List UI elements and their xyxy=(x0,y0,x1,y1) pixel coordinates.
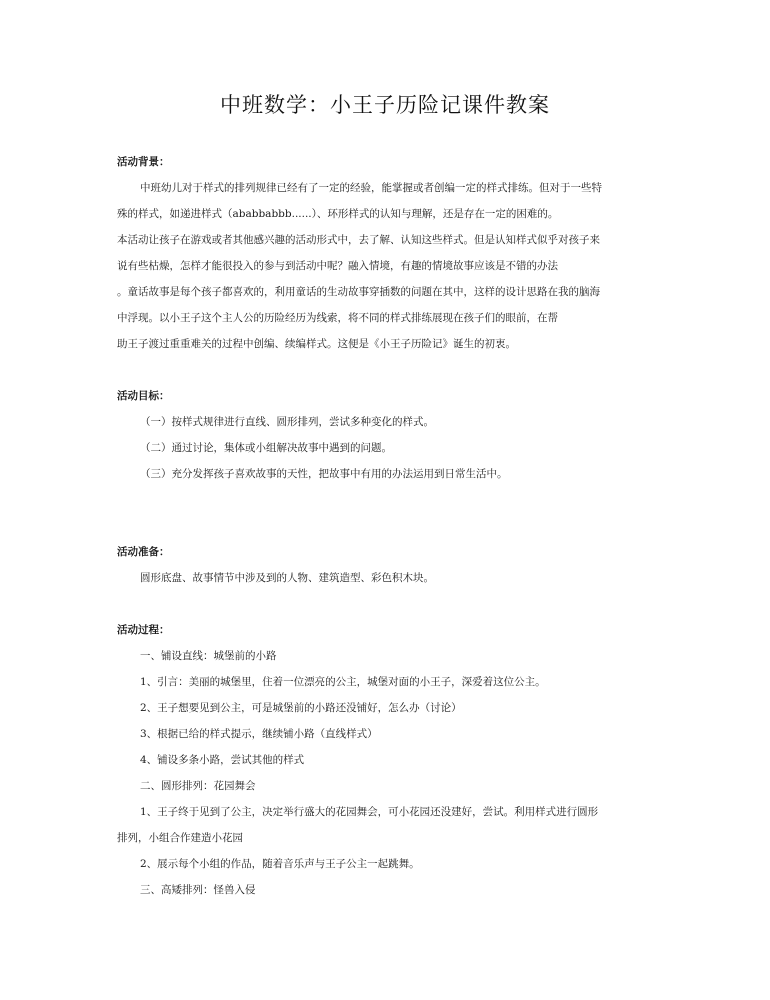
process-line-2: 1、引言：美丽的城堡里，住着一位漂亮的公主，城堡对面的小王子，深爱着这位公主。 xyxy=(140,676,546,688)
process-line-3: 2、王子想要见到公主，可是城堡前的小路还没铺好，怎么办（讨论） xyxy=(140,702,462,714)
process-line-5: 4、铺设多条小路，尝试其他的样式 xyxy=(140,754,305,766)
process-line-6: 二、圆形排列：花园舞会 xyxy=(140,780,256,792)
process-line-10: 三、高矮排列：怪兽入侵 xyxy=(140,884,256,896)
background-heading: 活动背景： xyxy=(117,156,170,168)
goals-line-1: （一）按样式规律进行直线、圆形排列，尝试多种变化的样式。 xyxy=(140,416,434,428)
background-line-3: 本活动让孩子在游戏或者其他感兴趣的活动形式中，去了解、认知这些样式。但是认知样式似乎对孩子来 xyxy=(117,234,600,246)
background-line-5: 。童话故事是每个孩子都喜欢的，利用童话的生动故事穿插数的问题在其中，这样的设计思路在我的脑海 xyxy=(117,286,600,298)
background-line-1: 中班幼儿对于样式的排列规律已经有了一定的经验，能掌握或者创编一定的样式排练。但对于一些特 xyxy=(140,182,602,194)
preparation-line-1: 圆形底盘、故事情节中涉及到的人物、建筑造型、彩色积木块。 xyxy=(140,572,434,584)
goals-line-2: （二）通过讨论，集体或小组解决故事中遇到的问题。 xyxy=(140,442,392,454)
background-line-4: 说有些枯燥，怎样才能很投入的参与到活动中呢？融入情境，有趣的情境故事应该是不错的办法 xyxy=(117,260,558,272)
process-heading: 活动过程： xyxy=(117,624,170,636)
process-line-4: 3、根据已给的样式提示，继续铺小路（直线样式） xyxy=(140,728,378,740)
background-line-6: 中浮现。以小王子这个主人公的历险经历为线索，将不同的样式排练展现在孩子们的眼前，在帮 xyxy=(117,312,558,324)
background-line-2: 殊的样式，如递进样式（ababbabbb......）、环形样式的认知与理解，还是存在一定的困难的。 xyxy=(117,208,559,220)
goals-line-3: （三）充分发挥孩子喜欢故事的天性，把故事中有用的办法运用到日常生活中。 xyxy=(140,468,508,480)
process-line-7: 1、王子终于见到了公主，决定举行盛大的花园舞会，可小花园还没建好，尝试。利用样式进行圆形 xyxy=(140,806,599,818)
background-line-7: 助王子渡过重重难关的过程中创编、续编样式。这便是《小王子历险记》诞生的初衷。 xyxy=(117,338,516,350)
preparation-heading: 活动准备： xyxy=(117,546,170,558)
page-title: 中班数学：小王子历险记课件教案 xyxy=(220,93,550,117)
process-line-8: 排列，小组合作建造小花园 xyxy=(117,832,243,844)
goals-heading: 活动目标： xyxy=(117,390,170,402)
process-line-9: 2、展示每个小组的作品，随着音乐声与王子公主一起跳舞。 xyxy=(140,858,420,870)
process-line-1: 一、铺设直线：城堡前的小路 xyxy=(140,650,277,662)
